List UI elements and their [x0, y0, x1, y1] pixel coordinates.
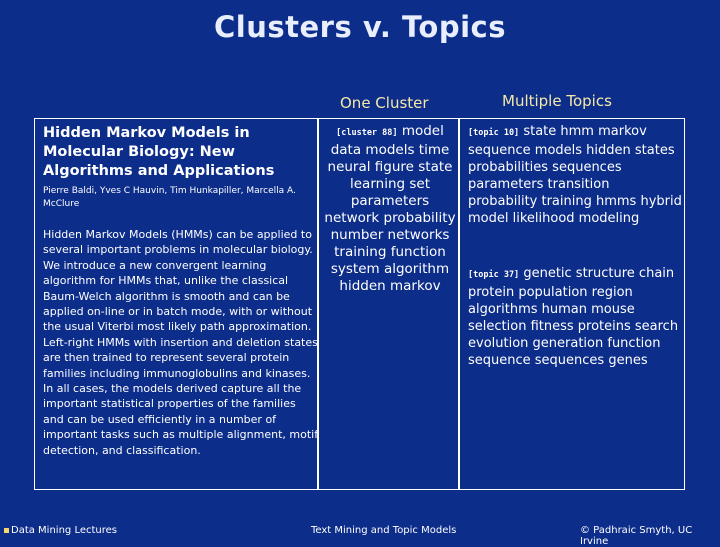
- topic-tag: [topic 37]: [468, 270, 520, 280]
- document-title: Hidden Markov Models in Molecular Biology: New Algorithms and Applications: [43, 125, 275, 179]
- cluster-tag: [cluster 88]: [336, 128, 398, 138]
- topic-words: genetic structure chain protein population region algorithms human mouse selection fitness proteins search evolution generation function sequence sequences genes: [468, 266, 679, 368]
- footer-center: Text Mining and Topic Models: [311, 525, 457, 536]
- topic-block: [468, 265, 682, 369]
- multiple-topics-header: Multiple Topics: [502, 92, 612, 110]
- footer-right: © Padhraic Smyth, UC Irvine: [580, 525, 693, 547]
- slide-title: Clusters v. Topics: [214, 10, 506, 44]
- bullet-icon: [4, 528, 9, 533]
- document-panel: [34, 118, 318, 490]
- one-cluster-header: One Cluster: [340, 94, 429, 112]
- topics-panel: [459, 118, 685, 490]
- footer-left: [4, 525, 117, 536]
- cluster-panel: [318, 118, 459, 490]
- cluster-content: [323, 123, 457, 295]
- footer-left-text: Data Mining Lectures: [11, 525, 118, 536]
- document-authors: Pierre Baldi, Yves C Hauvin, Tim Hunkapiller, Marcella A. McClure: [43, 186, 296, 209]
- cluster-words: model data models time neural figure state learning set parameters network probability number networks training function system algorithm hidden markov: [324, 123, 456, 294]
- topic-block: [468, 123, 682, 227]
- document-abstract: Hidden Markov Models (HMMs) can be applied to several important problems in molecular biology. We introduce a new convergent learning algorithm for HMMs that, unlike the classical Baum-Welch algorithm is smooth and can be applied on-line or in batch mode, with or without the usual Viterbi most likely path approximation. Left-right HMMs with insertion and deletion states are then trained to represent several protein families including immunoglobulins and kinases. In all cases, the models derived capture all the important statistical properties of the families and can be used efficiently in a number of important tasks such as multiple alignment, motif detection, and classification.: [43, 228, 319, 457]
- topic-tag: [topic 10]: [468, 128, 520, 138]
- topic-words: state hmm markov sequence models hidden states probabilities sequences parameters transition probability training hmms hybrid model likelihood modeling: [468, 124, 682, 226]
